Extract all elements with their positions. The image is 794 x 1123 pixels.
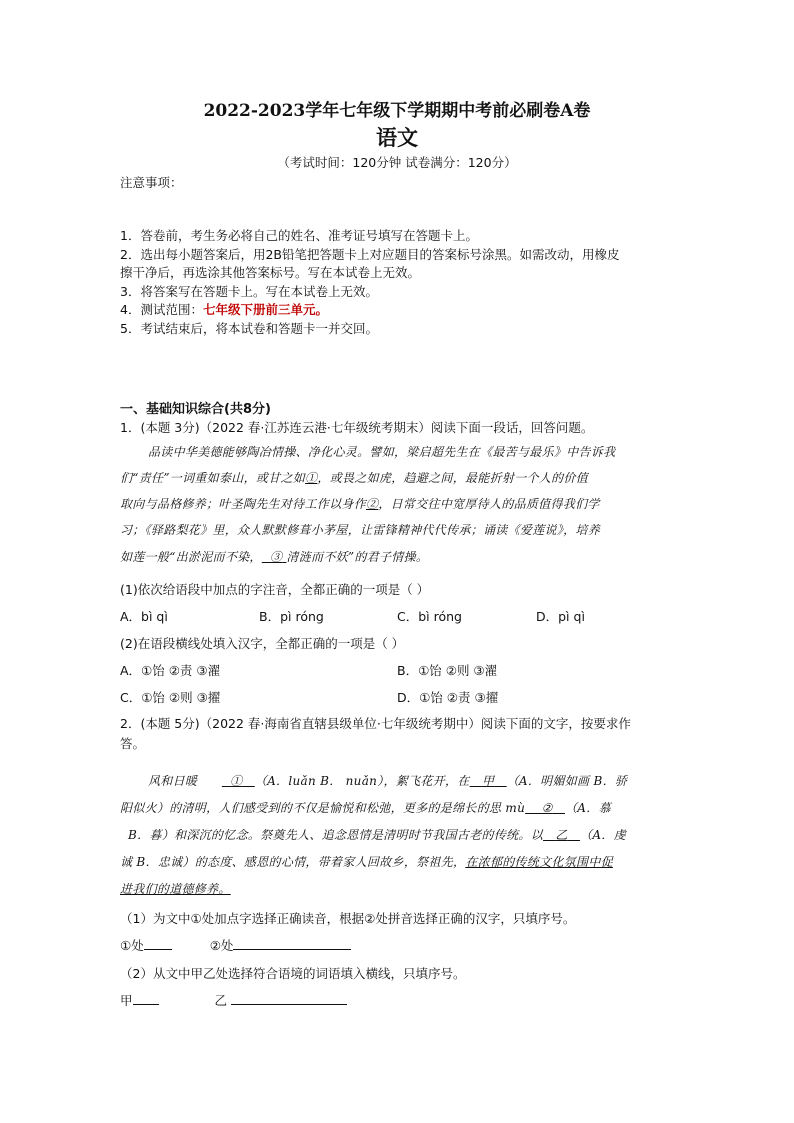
answer-blank-yi[interactable]	[231, 992, 347, 1005]
q1-sub2: (2)在语段横线处填入汉字，全都正确的一项是（ ）	[120, 636, 405, 651]
notice-item-4-label: 4．测试范围：	[120, 302, 203, 317]
q1-sub1-option-b: B．pì róng	[259, 609, 324, 624]
blank-3: ③	[269, 550, 283, 564]
q2-underlined-sentence: 在浓郁的传统文化氛围中促	[465, 855, 613, 869]
q2-passage-line-4: 诚 B．忠诚）的态度、感恩的心情，带着家人回故乡，祭祖先，在浓郁的传统文化氛围中促	[120, 855, 613, 869]
q1-stem: 1．(本题 3分)（2022 春·江苏连云港·七年级统考期末）阅读下面一段话，回答问题。	[120, 420, 594, 435]
q2-sub2-answers: 甲 乙	[120, 991, 347, 1009]
notice-item-4	[120, 300, 328, 318]
notice-heading: 注意事项：	[120, 175, 183, 190]
answer-blank-jia[interactable]	[133, 992, 159, 1005]
q1-passage-line-1: 品读中华美德能够陶冶情操、净化心灵。譬如，梁启超先生在《最苦与最乐》中告诉我	[148, 445, 616, 459]
q2-sub1: （1）为文中①处加点字选择正确读音，根据②处拼音选择正确的汉字，只填序号。	[120, 911, 576, 926]
exam-title: 2022-2023学年七年级下学期期中考前必刷卷A卷	[203, 101, 591, 121]
q2-passage-line-1: 风和日暖 ① （A．luǎn B． nuǎn），絮飞花开，在 甲 （A．明媚如画 B．骄	[148, 774, 628, 788]
q1-sub1-option-c: C．bì róng	[397, 609, 462, 624]
q1-passage-line-3: 取向与品格修养；叶圣陶先生对待工作以身作②，日常交往中宽厚待人的品质值得我们学	[120, 497, 600, 511]
q2-sub1-answers: ①处 ②处	[120, 936, 351, 954]
q2-stem: 2．(本题 5分)（2022 春·海南省直辖县级单位·七年级统考期中）阅读下面的文字，按要求作	[120, 716, 631, 731]
answer-blank-2[interactable]	[233, 937, 351, 950]
q2-passage-line-3: B．暮）和深沉的忆念。祭奠先人、追念恩情是清明时节我国古老的传统。以 乙 （A．虔	[128, 828, 626, 842]
subject-title: 语文	[376, 125, 418, 150]
notice-item-3: 3．将答案写在答题卡上。写在本试卷上无效。	[120, 284, 378, 299]
q1-sub2-option-b: B．①饴 ②则 ③濯	[397, 663, 498, 678]
q1-sub2-option-d: D．①饴 ②责 ③擢	[397, 690, 499, 705]
q2-blank-1: ①	[230, 774, 243, 788]
notice-item-2: 2．选出每小题答案后，用2B铅笔把答题卡上对应题目的答案标号涂黑。如需改动，用橡皮	[120, 247, 620, 262]
q1-sub1-option-a: A．bì qì	[120, 609, 168, 624]
q1-sub2-option-c: C．①饴 ②则 ③擢	[120, 690, 221, 705]
q2-passage-line-2: 阳似火）的清明，人们感受到的不仅是愉悦和松弛，更多的是绵长的思 mù ② （A．慕	[120, 801, 611, 815]
test-scope: 七年级下册前三单元。	[202, 302, 328, 317]
q1-passage-line-2: 们“责任”一词重如泰山，或甘之如①，或畏之如虎，趋避之间，最能折射一个人的价值	[120, 471, 588, 485]
q2-blank-2: ②	[541, 801, 553, 815]
answer-blank-1[interactable]	[144, 937, 172, 950]
q1-passage-line-5: 如莲一般“出淤泥而不染， ③ 清涟而不妖”的君子情操。	[120, 550, 429, 564]
q1-sub1: (1)依次给语段中加点的字注音，全都正确的一项是（ ）	[120, 582, 430, 597]
q2-sub2: （2）从文中甲乙处选择符合语境的词语填入横线，只填序号。	[120, 966, 466, 981]
q2-blank-jia: 甲	[481, 774, 495, 788]
exam-info: （考试时间：120分钟 试卷满分：120分）	[277, 155, 517, 170]
q1-passage-line-4: 习；《驿路梨花》里，众人默默修葺小茅屋，让雷锋精神代代传承；诵读《爱莲说》，培养	[120, 523, 601, 537]
q1-sub2-option-a: A．①饴 ②责 ③濯	[120, 663, 221, 678]
notice-item-1: 1．答卷前，考生务必将自己的姓名、准考证号填写在答题卡上。	[120, 228, 478, 243]
q2-blank-yi: 乙	[555, 828, 568, 842]
q2-passage-line-5: 进我们的道德修养。	[120, 882, 231, 896]
notice-item-5: 5．考试结束后，将本试卷和答题卡一并交回。	[120, 321, 378, 336]
q1-sub1-option-d: D．pì qì	[536, 609, 585, 624]
blank-1: ①	[305, 471, 318, 485]
q2-stem-cont: 答。	[120, 736, 146, 751]
notice-item-2-cont: 擦干净后，再选涂其他答案标号。写在本试卷上无效。	[120, 265, 421, 280]
section-heading: 一、基础知识综合(共8分)	[120, 402, 271, 417]
blank-2: ②	[366, 497, 379, 511]
